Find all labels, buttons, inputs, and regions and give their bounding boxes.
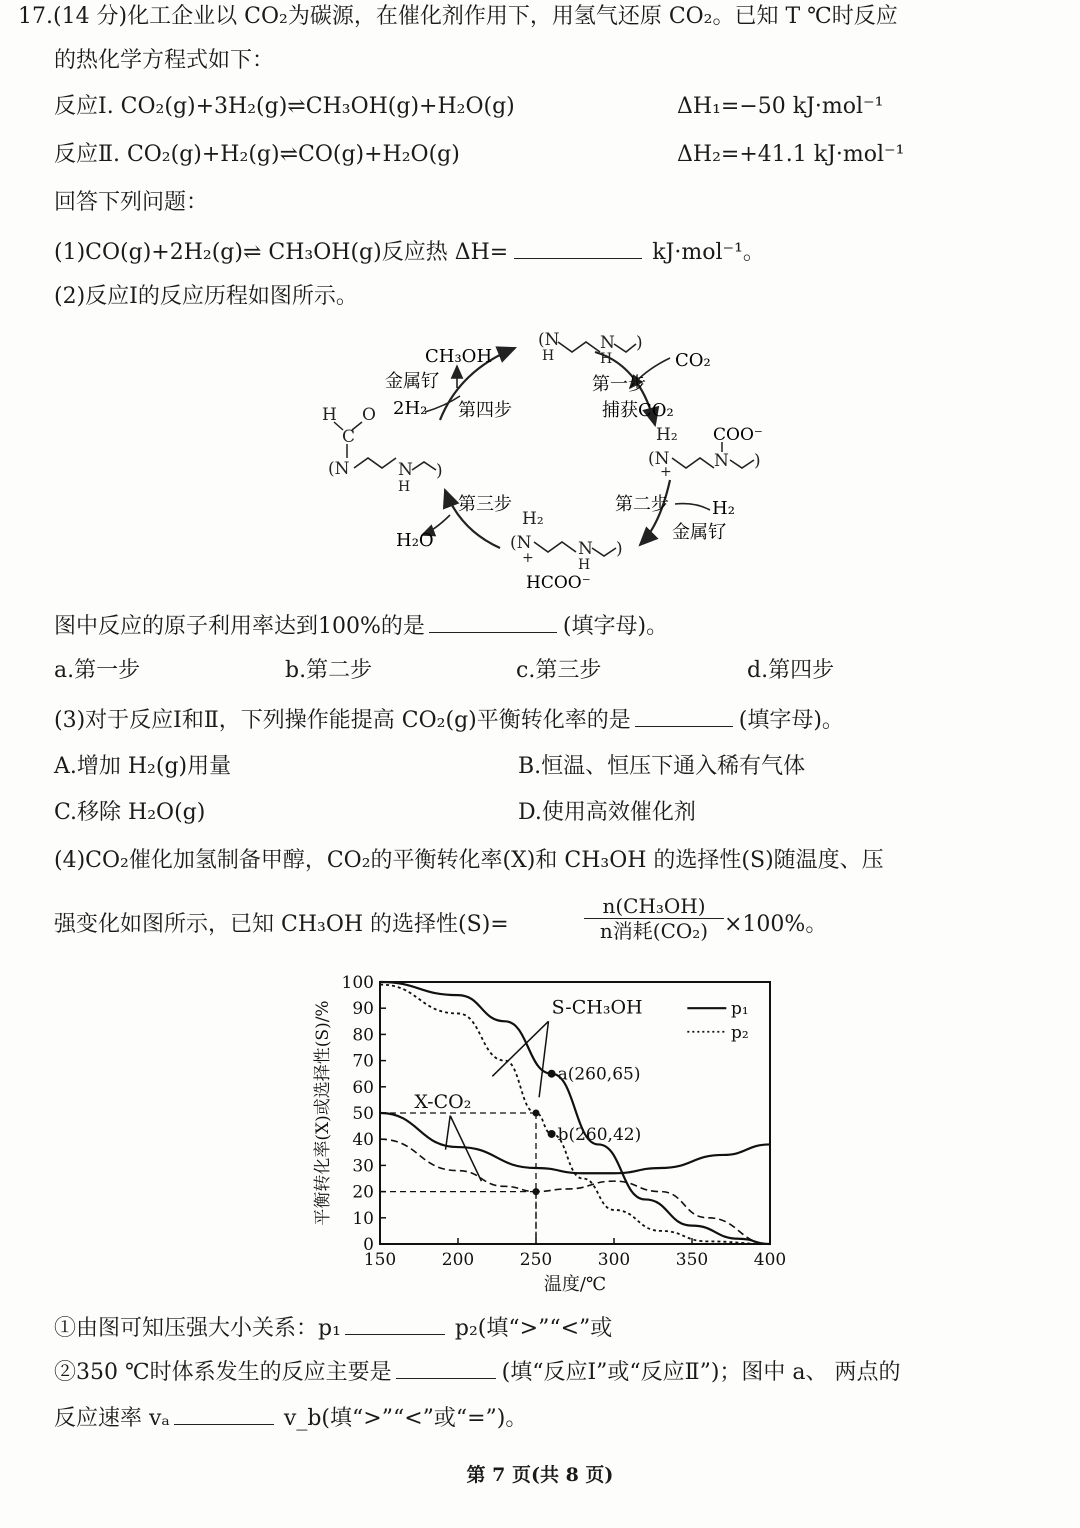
svg-text:H₂: H₂ — [522, 509, 544, 529]
answer-prompt: 回答下列问题： — [54, 190, 209, 215]
q1-answer-blank[interactable] — [514, 236, 642, 259]
svg-text:H: H — [600, 351, 613, 367]
ch3oh-label: CH₃OH — [425, 346, 493, 367]
svg-text:(N: (N — [510, 533, 532, 553]
q2-text: (2)反应Ⅰ的反应历程如图所示。 — [54, 284, 358, 309]
q4-tail: ×100%。 — [724, 912, 828, 937]
q3-text: (3)对于反应Ⅰ和Ⅱ，下列操作能提高 CO₂(g)平衡转化率的是 — [54, 708, 631, 733]
y-axis-label: 平衡转化率(X)或选择性(S)/% — [313, 1000, 333, 1226]
q4-sub2-a: ②350 ℃时体系发生的反应主要是 — [54, 1360, 392, 1385]
svg-text:): ) — [436, 461, 443, 481]
q4-sub2-line — [54, 1356, 901, 1388]
q2-option-a: a.第一步 — [54, 658, 141, 683]
polymer-top — [538, 330, 643, 367]
h2-label-right: H₂ — [712, 498, 735, 519]
q4-sub3-line — [54, 1402, 527, 1434]
selectivity-fraction — [584, 894, 724, 943]
q1-line — [54, 236, 765, 268]
q2-question: 图中反应的原子利用率达到100%的是 — [54, 614, 425, 639]
svg-text:C: C — [342, 427, 356, 447]
legend-p2-label: p₂ — [731, 1022, 749, 1043]
svg-text:O: O — [362, 405, 376, 425]
q1-unit: kJ·mol⁻¹。 — [652, 240, 765, 265]
y-tick-label: 90 — [352, 999, 374, 1020]
q2-option-b: b.第二步 — [285, 658, 373, 683]
step1-label: 第一步 — [592, 374, 646, 395]
x-tick-label: 200 — [441, 1250, 475, 1270]
reaction-2: 反应Ⅱ. CO₂(g)+H₂(g)⇌CO(g)+H₂O(g) — [54, 142, 460, 167]
q3-answer-blank[interactable] — [635, 704, 733, 727]
q1-text: (1)CO(g)+2H₂(g)⇌ CH₃OH(g)反应热 ΔH= — [54, 240, 509, 265]
q4-sub1-a: ①由图可知压强大小关系：p₁ — [54, 1316, 341, 1341]
svg-text:(N: (N — [538, 330, 560, 350]
mechanism-diagram — [310, 330, 790, 600]
svg-text:H: H — [578, 557, 591, 573]
plot-frame — [380, 982, 770, 1244]
step3-label: 第三步 — [458, 494, 512, 515]
q3-line — [54, 704, 844, 736]
hcoo-label: HCOO⁻ — [526, 573, 591, 593]
q4-text: (4)CO₂催化加氢制备甲醇，CO₂的平衡转化率(X)和 CH₃OH 的选择性(S)随温度、压 — [54, 848, 884, 873]
s-ch3oh-p1-line — [380, 982, 770, 1244]
q3-option-a: A.增加 H₂(g)用量 — [54, 754, 232, 779]
q4-sub3-a: 反应速率 vₐ — [54, 1406, 170, 1431]
pointer — [446, 1116, 451, 1150]
s-ch3oh-annotation: S-CH₃OH — [551, 996, 643, 1019]
guide-point — [533, 1188, 540, 1195]
co2-label: CO₂ — [675, 350, 711, 371]
page-footer: 第 7 页(共 8 页) — [466, 1464, 614, 1486]
svg-text:N: N — [578, 539, 593, 559]
catalyst-label-top: 金属钌 — [385, 371, 439, 392]
y-tick-label: 70 — [352, 1051, 374, 1072]
q4-sub1-line — [54, 1312, 612, 1344]
reaction-2-dh: ΔH₂=+41.1 kJ·mol⁻¹ — [677, 142, 905, 167]
svg-text:): ) — [754, 451, 761, 471]
q3-tail: (填字母)。 — [738, 708, 844, 733]
legend-p1-label: p₁ — [731, 999, 749, 1020]
step1-sub-label: 捕获CO₂ — [602, 400, 674, 421]
x-axis-label: 温度/℃ — [543, 1274, 607, 1295]
q3-option-d: D.使用高效催化剂 — [518, 800, 696, 825]
point-a-label: a(260,65) — [557, 1064, 641, 1085]
q4-text-2: 强变化如图所示，已知 CH₃OH 的选择性(S)= — [54, 912, 509, 937]
step4-label: 第四步 — [458, 400, 512, 421]
q4-sub3-blank[interactable] — [174, 1402, 274, 1425]
reaction-1: 反应Ⅰ. CO₂(g)+3H₂(g)⇌CH₃OH(g)+H₂O(g) — [54, 94, 515, 119]
point-b — [548, 1130, 556, 1138]
y-tick-label: 20 — [352, 1182, 374, 1203]
svg-text:H: H — [398, 479, 411, 495]
svg-text:H: H — [322, 405, 337, 425]
x-tick-label: 350 — [675, 1250, 709, 1270]
q4-sub2-blank[interactable] — [396, 1356, 496, 1379]
svg-text:+: + — [522, 550, 534, 566]
catalyst-label-bottom: 金属钌 — [672, 522, 726, 543]
y-tick-label: 50 — [352, 1104, 374, 1124]
fraction-denominator: n消耗(CO₂) — [599, 919, 709, 943]
x-tick-label: 300 — [597, 1250, 631, 1270]
step2-label: 第二步 — [615, 494, 669, 515]
y-tick-label: 10 — [352, 1208, 374, 1229]
y-tick-label: 60 — [352, 1077, 374, 1098]
svg-text:(N: (N — [648, 449, 670, 469]
q3-option-b: B.恒温、恒压下通入稀有气体 — [518, 754, 806, 779]
reaction-1-dh: ΔH₁=−50 kJ·mol⁻¹ — [677, 94, 884, 119]
pointer — [539, 1021, 548, 1097]
fraction-numerator: n(CH₃OH) — [584, 894, 724, 919]
point-a — [548, 1070, 556, 1078]
q4-sub1-blank[interactable] — [345, 1312, 445, 1335]
y-tick-label: 0 — [363, 1235, 374, 1255]
svg-text:N: N — [600, 333, 615, 353]
two-h2-label: 2H₂ — [393, 398, 428, 419]
q4-sub1-b: p₂(填“>”“<”或 — [454, 1316, 613, 1341]
y-tick-label: 100 — [341, 973, 374, 993]
intro-line-1: 17.(14 分)化工企业以 CO₂为碳源，在催化剂作用下，用氢气还原 CO₂。已知 T ℃时反应 — [18, 4, 898, 29]
s-ch3oh-p2-line — [380, 985, 770, 1244]
svg-text:H: H — [542, 348, 555, 364]
q2-question-line — [54, 610, 668, 642]
svg-text:+: + — [660, 464, 672, 480]
intro-line-2: 的热化学方程式如下： — [54, 48, 275, 73]
q3-option-c: C.移除 H₂O(g) — [54, 800, 206, 825]
coo-label: COO⁻ — [713, 425, 763, 445]
h2o-label: H₂O — [396, 530, 434, 551]
point-b-label: b(260,42) — [557, 1124, 642, 1145]
y-tick-label: 40 — [352, 1130, 374, 1151]
x-tick-label: 400 — [753, 1250, 787, 1270]
y-tick-label: 30 — [352, 1156, 374, 1177]
q2-option-c: c.第三步 — [516, 658, 602, 683]
svg-text:(N: (N — [328, 459, 350, 479]
svg-text:): ) — [616, 539, 623, 559]
svg-text:H₂: H₂ — [656, 425, 678, 445]
q4-sub2-b: (填“反应Ⅰ”或“反应Ⅱ”)；图中 a、 两点的 — [501, 1360, 901, 1385]
q2-answer-blank[interactable] — [429, 610, 557, 633]
svg-text:N: N — [714, 451, 729, 471]
q2-tail: (填字母)。 — [562, 614, 669, 639]
polymer-bottom — [510, 509, 623, 573]
guide-point — [533, 1110, 540, 1117]
x-tick-label: 150 — [363, 1250, 397, 1270]
x-co2-annotation: X-CO₂ — [414, 1090, 472, 1113]
q2-option-d: d.第四步 — [747, 658, 835, 683]
q4-sub3-b: v_b(填“>”“<”或“=”)。 — [283, 1406, 528, 1431]
equilibrium-chart — [300, 970, 800, 1300]
svg-text:): ) — [636, 333, 643, 353]
x-tick-label: 250 — [519, 1250, 553, 1270]
svg-text:N: N — [398, 460, 413, 480]
y-tick-label: 80 — [352, 1025, 374, 1046]
